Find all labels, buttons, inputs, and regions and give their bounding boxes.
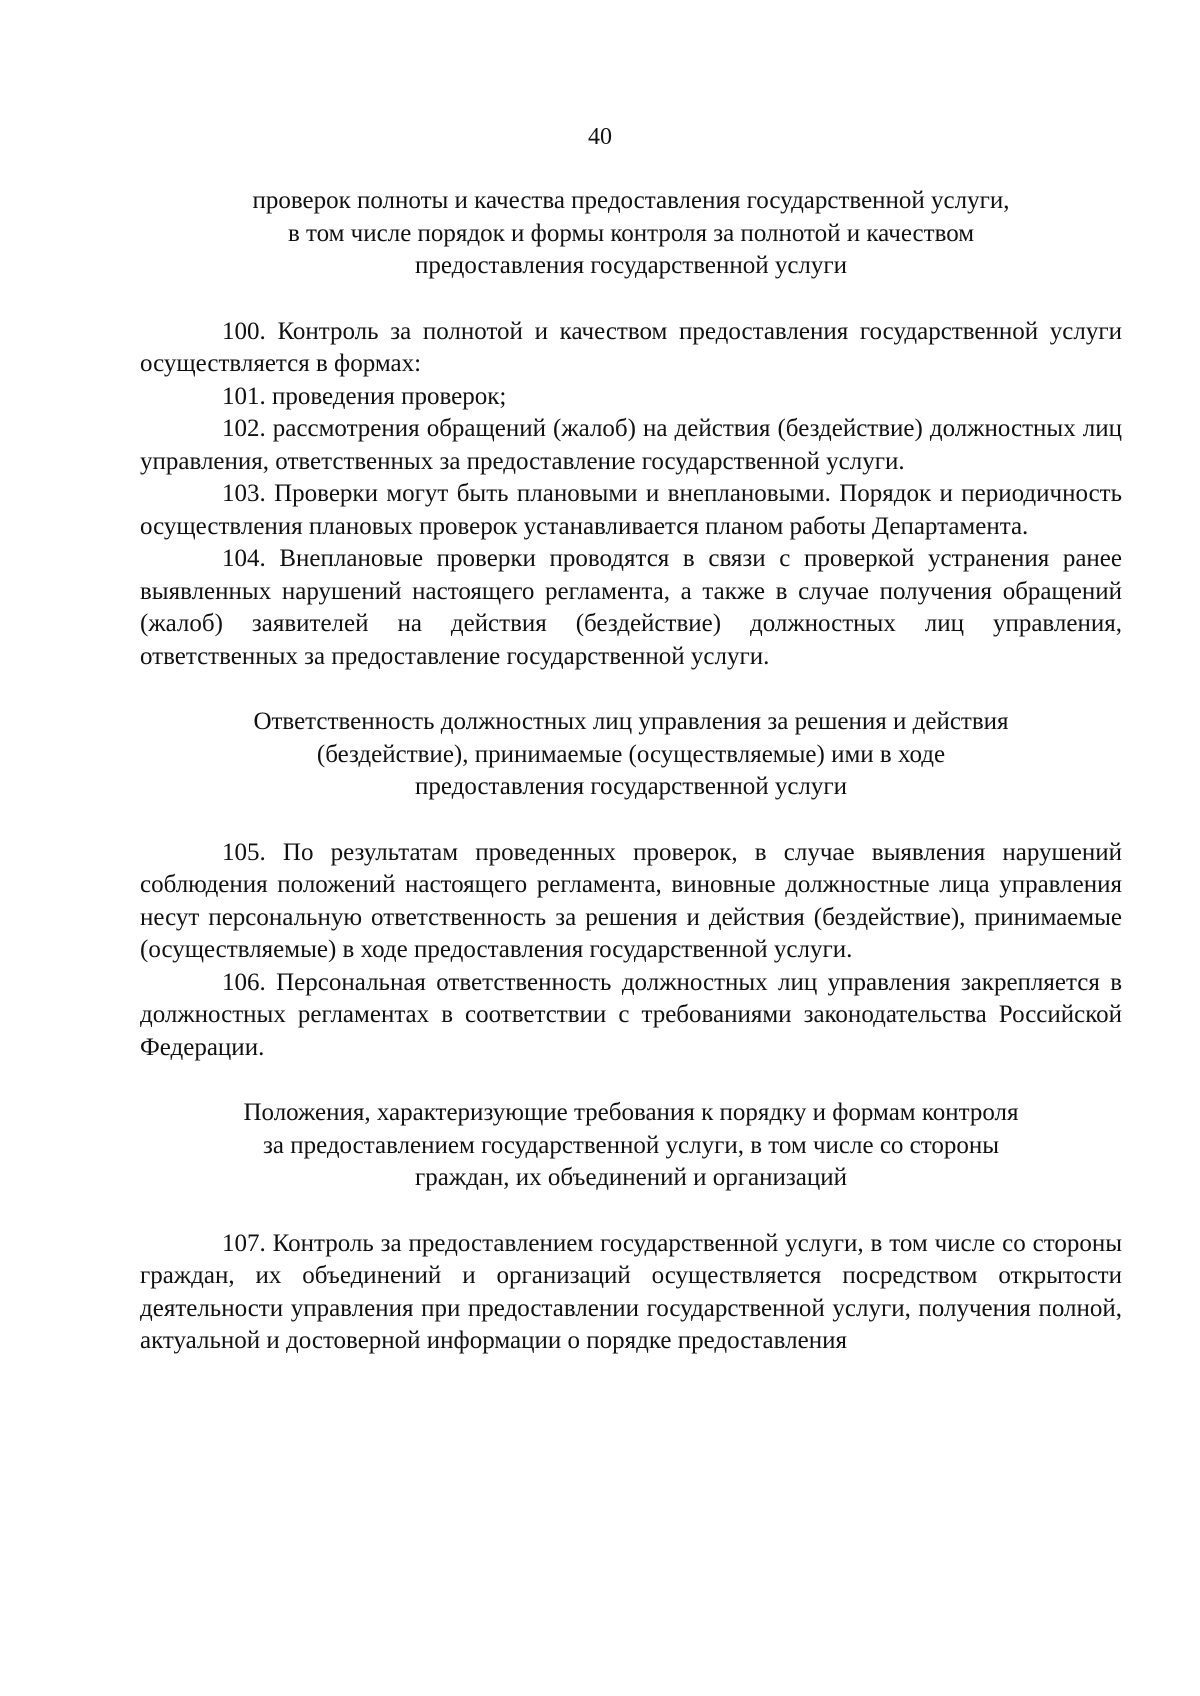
heading-line: предоставления государственной услуги: [414, 252, 848, 279]
paragraph-102: 102. рассмотрения обращений (жалоб) на действия (бездействие) должностных лиц управления, ответственных за предоставление государственной услуги.: [140, 415, 1122, 475]
paragraph-105: 105. По результатам проведенных проверок, в случае выявления нарушений соблюдения положений настоящего регламента, виновные должностные лица управления несут персональную ответственность за решения и действия (бездействие), принимаемые (осуществляемые) в ходе предоставления государственной услуги.: [140, 838, 1122, 963]
paragraph-104: 104. Внеплановые проверки проводятся в связи с проверкой устранения ранее выявленных нарушений настоящего регламента, а также в случае получения обращений (жалоб) заявителей на действия (бездействие) должностных лиц управления, ответственных за предоставление государственной услуги.: [140, 545, 1122, 670]
paragraph-106: 106. Персональная ответственность должностных лиц управления закрепляется в должностных регламентах в соответствии с требованиями законодательства Российской Федерации.: [140, 968, 1122, 1061]
paragraph-100: 100. Контроль за полнотой и качеством предоставления государственной услуги осуществляется в формах:: [140, 317, 1122, 377]
heading-line: за предоставлением государственной услуги, в том числе со стороны: [262, 1131, 1000, 1159]
heading-line: граждан, их объединений и организаций: [414, 1164, 848, 1191]
heading-line: (бездействие), принимаемые (осуществляемые) ими в ходе: [316, 740, 946, 768]
section-heading: [140, 1097, 1122, 1195]
paragraph-101: 101. проведения проверок;: [222, 382, 507, 410]
page-number: 40: [588, 124, 612, 150]
heading-line: Ответственность должностных лиц управления за решения и действия: [253, 708, 1009, 735]
heading-line: Положения, характеризующие требования к порядку и формам контроля: [243, 1099, 1019, 1126]
heading-line: в том числе порядок и формы контроля за полнотой и качеством: [287, 219, 975, 247]
section-heading: [140, 706, 1122, 804]
paragraph-107: 107. Контроль за предоставлением государственной услуги, в том числе со стороны граждан, их объединений и организаций осуществляется посредством открытости деятельности управления при предоставлении государственной услуги, получения полной, актуальной и достоверной информации о порядке предоставления: [140, 1229, 1122, 1354]
paragraph-103: 103. Проверки могут быть плановыми и внеплановыми. Порядок и периодичность осуществления плановых проверок устанавливается планом работы Департамента.: [140, 480, 1122, 540]
heading-line: предоставления государственной услуги: [414, 773, 848, 800]
document-body: [140, 185, 1122, 1358]
heading-line: проверок полноты и качества предоставления государственной услуги,: [252, 187, 1010, 214]
section-heading: [140, 185, 1122, 283]
